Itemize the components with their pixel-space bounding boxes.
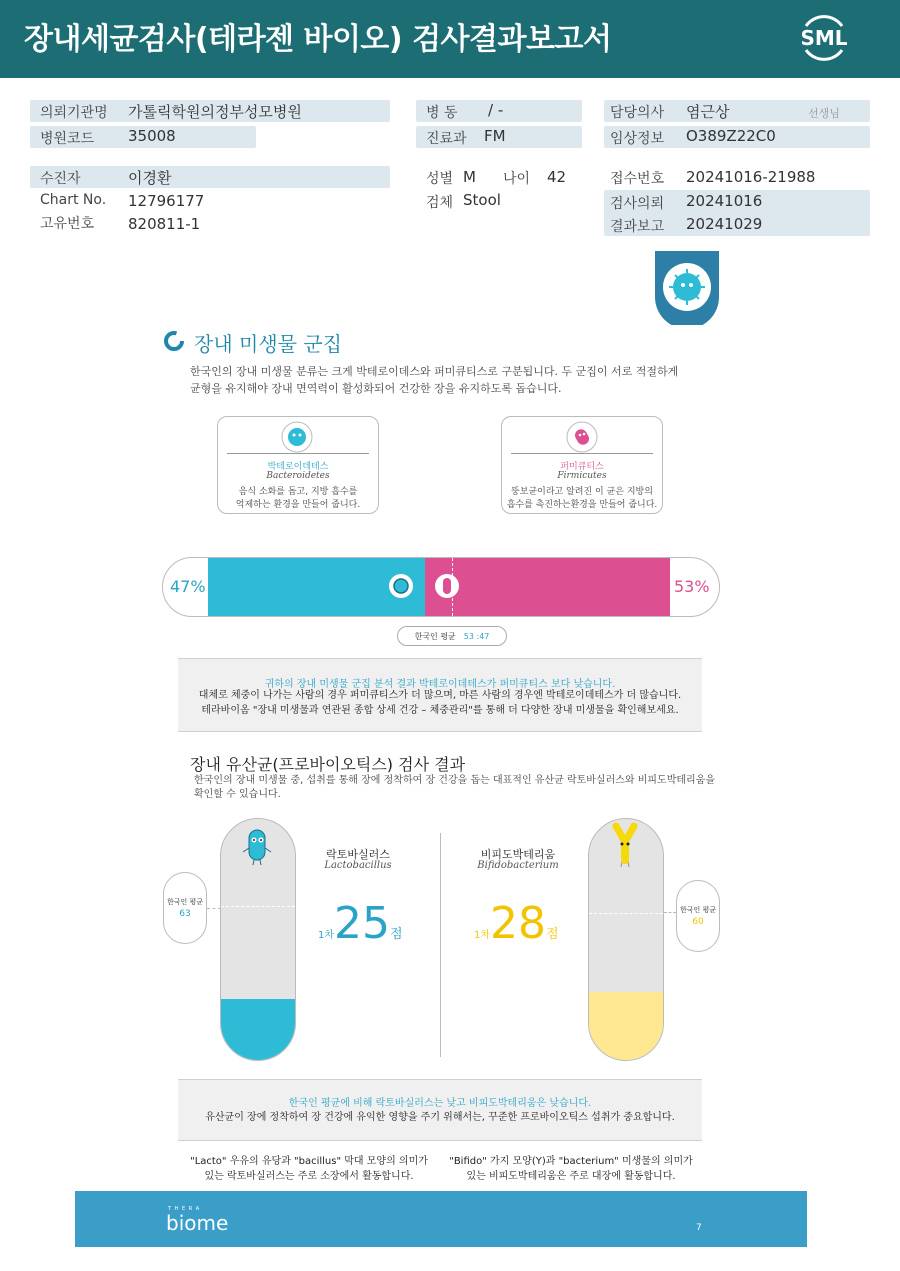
age-label: 나이 [503,171,531,187]
bifidobacterium-score-unit: 점 [546,927,559,942]
dept-label: 진료과 [426,131,467,147]
bifidobacterium-name: 비피도박테리움 [480,848,556,861]
request-label: 검사의뢰 [610,196,665,212]
id-value: 820811-1 [128,215,201,233]
ward-value: / - [488,101,504,119]
sex-label: 성별 [426,171,454,187]
specimen-value: Stool [463,191,501,209]
chart-value: 12796177 [128,192,205,210]
bifidobacterium-origin-1: "Bifido" 가지 모양(Y)과 "bacterium" 미생물의 의미가 [449,1156,693,1167]
microbiome-desc-1: 한국인의 장내 미생물 분류는 크게 박테로이데스와 퍼미큐티스로 구분됩니다. 두 군집이 서로 적절하게 [190,365,679,378]
bifidobacterium-score-value: 28 [490,898,547,949]
institution-value: 가톨릭학원의정부성모병원 [128,103,302,121]
probiotics-divider [440,833,441,1057]
clinical-label: 임상정보 [610,131,665,147]
microbe-badge-icon [655,251,719,325]
bacteroidetes-percent: 47% [170,577,206,596]
lactobacillus-latin: Lactobacillus [324,860,392,871]
ring-bullet-icon [163,330,185,356]
report-label: 결과보고 [610,219,665,235]
hospital-code-label: 병원코드 [40,131,95,147]
bacteroidetes-icon [281,421,313,457]
bacteroidetes-desc-1: 음식 소화를 돕고, 지방 흡수를 [238,487,358,497]
lactobacillus-character-icon [240,826,274,870]
footer-brand-logo: biome [166,1211,229,1235]
firmicutes-bar-icon [434,573,460,603]
lactobacillus-score-value: 25 [334,898,391,949]
microbiome-desc-2: 균형을 유지해야 장내 면역력이 활성화되어 건강한 장을 유지하도록 돕습니다. [190,382,562,395]
firmicutes-icon [566,421,598,457]
microbiome-note-2: 테라바이옴 "장내 미생물과 연관된 종합 상세 건강 – 체중관리"를 통해 더 다양한 장내 미생물을 확인해보세요. [201,705,679,716]
lactobacillus-name: 락토바실러스 [326,848,390,861]
firmicutes-name: 퍼미큐티스 [560,462,604,472]
bifidobacterium-average-value: 60 [692,917,704,927]
bifidobacterium-rank: 1차 [474,930,491,941]
korean-average-marker [452,558,453,626]
sex-value: M [463,168,476,186]
firmicutes-ratio-bar [425,558,670,616]
bifidobacterium-average-line [589,913,663,914]
request-value: 20241016 [686,192,763,210]
footer-brand-small: T H E R A [168,1206,201,1212]
lactobacillus-origin-1: "Lacto" 우유의 유당과 "bacillus" 막대 모양의 의미가 [190,1156,428,1167]
doctor-value: 염근상 [686,103,730,121]
sml-logo-text: SML [800,26,848,50]
hospital-code-value: 35008 [128,127,176,145]
bacteroidetes-latin: Bacteroidetes [266,471,330,481]
lactobacillus-origin-2: 있는 락토바실러스는 주로 소장에서 활동합니다. [204,1171,414,1182]
sml-logo [796,12,852,64]
info-row-patient [30,166,390,188]
korean-average-value: 53 :47 [463,631,490,641]
bifidobacterium-score [474,898,559,949]
probiotics-note-highlight: 한국인 평균에 비해 락토바실러스는 낮고 비피도박테리움은 낮습니다. [288,1098,592,1109]
firmicutes-percent: 53% [674,577,710,596]
doctor-suffix: 선생님 [808,107,840,120]
receipt-value: 20241016-21988 [686,168,816,186]
microbiome-note-1: 대체로 체중이 나가는 사람의 경우 퍼미큐티스가 더 많으며, 마른 사람의 경우엔 박테로이데테스가 더 많습니다. [198,690,682,701]
probiotics-desc-2: 확인할 수 있습니다. [194,789,281,800]
probiotics-note-1: 유산균이 장에 정착하여 장 건강에 유익한 영향을 주기 위해서는, 꾸준한 프로바이오틱스 섭취가 중요합니다. [205,1112,675,1123]
specimen-label: 검체 [426,195,454,211]
lactobacillus-average-line [221,906,295,907]
bacteroidetes-bar-icon [388,573,414,603]
korean-average-pill [397,626,507,646]
firmicutes-desc-2: 흡수를 촉진하는환경을 만들어 줍니다. [506,500,658,510]
lactobacillus-average-oval [163,872,207,944]
lactobacillus-average-label: 한국인 평균 [166,898,204,906]
lactobacillus-rank: 1차 [318,930,335,941]
korean-average-label: 한국인 평균 [414,631,456,641]
bifidobacterium-latin: Bifidobacterium [477,860,559,871]
report-title: 장내세균검사(테라젠 바이오) 검사결과보고서 [24,22,612,57]
id-label: 고유번호 [40,216,95,232]
probiotics-section-title: 장내 유산균(프로바이오틱스) 검사 결과 [190,755,466,774]
bifidobacterium-character-icon [608,822,642,872]
page-number: 7 [696,1223,702,1233]
ward-label: 병 동 [426,105,458,121]
bifidobacterium-level-fill [589,992,663,1060]
microbiome-section-title: 장내 미생물 군집 [194,332,342,356]
lactobacillus-score-unit: 점 [390,927,403,942]
age-value: 42 [547,168,567,186]
firmicutes-latin: Firmicutes [557,471,607,481]
lactobacillus-score [318,898,403,949]
dept-value: FM [484,127,506,145]
receipt-label: 접수번호 [610,171,665,187]
report-value: 20241029 [686,215,763,233]
bacteroidetes-name: 박테로이데테스 [267,462,329,472]
patient-label: 수진자 [40,171,81,187]
bifidobacterium-origin-2: 있는 비피도박테리움은 주로 대장에 활동합니다. [466,1171,676,1182]
patient-value: 이경환 [128,169,172,187]
clinical-value: O389Z22C0 [686,127,776,145]
chart-label: Chart No. [40,192,107,208]
microbiome-note-highlight: 귀하의 장내 미생물 군집 분석 결과 박테로이데테스가 퍼미큐티스 보다 낮습니다. [264,679,616,690]
lactobacillus-average-value: 63 [179,909,191,919]
bifidobacterium-average-label: 한국인 평균 [679,906,717,914]
lactobacillus-level-fill [221,999,295,1060]
bifidobacterium-average-oval [676,880,720,952]
bacteroidetes-desc-2: 억제하는 환경을 만들어 줍니다. [235,500,361,510]
firmicutes-desc-1: 뚱보균이라고 알려진 이 균은 지방의 [511,487,653,497]
probiotics-desc-1: 한국인의 장내 미생물 중, 섭취를 통해 장에 정착하여 장 건강을 돕는 대표적인 유산균 락토바실러스와 비피도박테리움을 [194,775,716,786]
institution-label: 의뢰기관명 [40,105,108,121]
doctor-label: 담당의사 [610,105,665,121]
